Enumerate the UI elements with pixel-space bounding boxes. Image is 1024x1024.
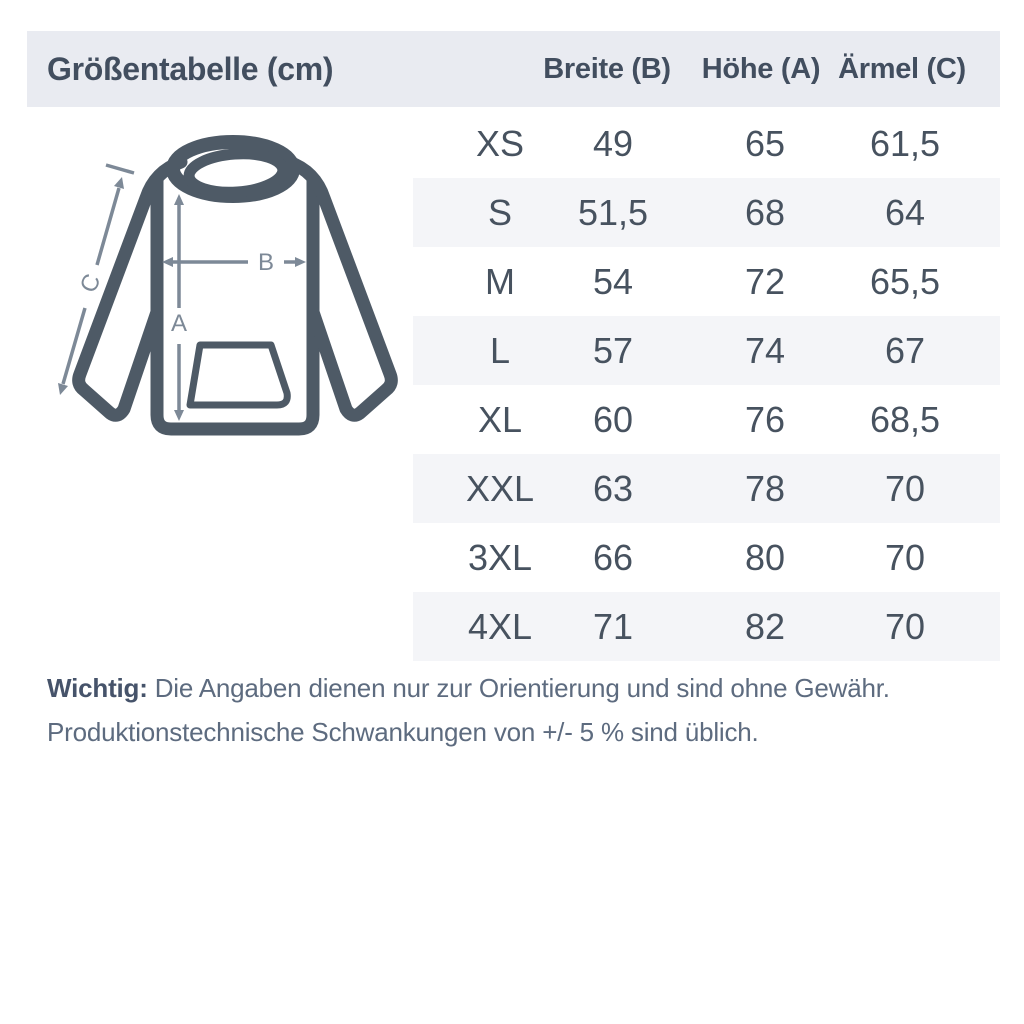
breite-cell: 57 [592, 330, 634, 371]
table-header [27, 31, 1000, 107]
disclaimer-label: Wichtig: [47, 673, 148, 703]
size-cell: XS [475, 123, 525, 164]
hoodie-pocket [190, 345, 287, 405]
aermel-cell: 67 [884, 330, 926, 371]
aermel-cell: 70 [884, 468, 926, 509]
hoehe-cell: 65 [744, 123, 786, 164]
hoehe-cell: 68 [744, 192, 786, 233]
breite-cell: 49 [592, 123, 634, 164]
size-cell: 3XL [467, 537, 533, 578]
hoehe-cell: 80 [744, 537, 786, 578]
aermel-cell: 70 [884, 537, 926, 578]
size-cell: XL [477, 399, 523, 440]
table-row-xs [413, 109, 1000, 178]
hoodie-measurement-diagram [40, 118, 420, 448]
table-row-m [413, 247, 1000, 316]
size-cell: XXL [465, 468, 535, 509]
aermel-cell: 64 [884, 192, 926, 233]
hoehe-cell: 76 [744, 399, 786, 440]
label-c: C [74, 269, 107, 297]
aermel-cell: 68,5 [869, 399, 941, 440]
breite-cell: 63 [592, 468, 634, 509]
column-header-breite: Breite (B) [543, 53, 671, 85]
aermel-cell: 65,5 [869, 261, 941, 302]
column-header-aermel: Ärmel (C) [838, 53, 966, 85]
breite-cell: 71 [592, 606, 634, 647]
disclaimer-line1: Die Angaben dienen nur zur Orientierung und sind ohne Gewähr. [147, 673, 890, 703]
size-table [413, 109, 1000, 661]
table-row-s [413, 178, 1000, 247]
label-a: A [170, 310, 188, 337]
disclaimer-line2: Produktionstechnische Schwankungen von +/- 5 % sind üblich. [47, 717, 759, 747]
page-title: Größentabelle (cm) [47, 51, 334, 87]
hood-inner-ring [188, 151, 284, 195]
column-header-hoehe: Höhe (A) [701, 53, 821, 85]
height-arrow-a [174, 194, 184, 421]
table-row-4xl [413, 592, 1000, 661]
size-cell: 4XL [467, 606, 533, 647]
table-row-3xl [413, 523, 1000, 592]
breite-cell: 51,5 [577, 192, 649, 233]
hoodie-right-sleeve [289, 162, 391, 415]
width-arrow-b [162, 257, 306, 267]
hoehe-cell: 82 [744, 606, 786, 647]
breite-cell: 66 [592, 537, 634, 578]
size-cell: S [487, 192, 513, 233]
hoehe-cell: 72 [744, 261, 786, 302]
size-cell: L [489, 330, 511, 371]
disclaimer-note [47, 666, 977, 754]
aermel-cell: 70 [884, 606, 926, 647]
table-row-xl [413, 385, 1000, 454]
hoehe-cell: 78 [744, 468, 786, 509]
table-row-l [413, 316, 1000, 385]
breite-cell: 54 [592, 261, 634, 302]
hoehe-cell: 74 [744, 330, 786, 371]
hoodie-icon [40, 118, 420, 448]
label-b: B [257, 249, 275, 276]
aermel-cell: 61,5 [869, 123, 941, 164]
table-row-xxl [413, 454, 1000, 523]
size-cell: M [485, 261, 515, 302]
breite-cell: 60 [592, 399, 634, 440]
